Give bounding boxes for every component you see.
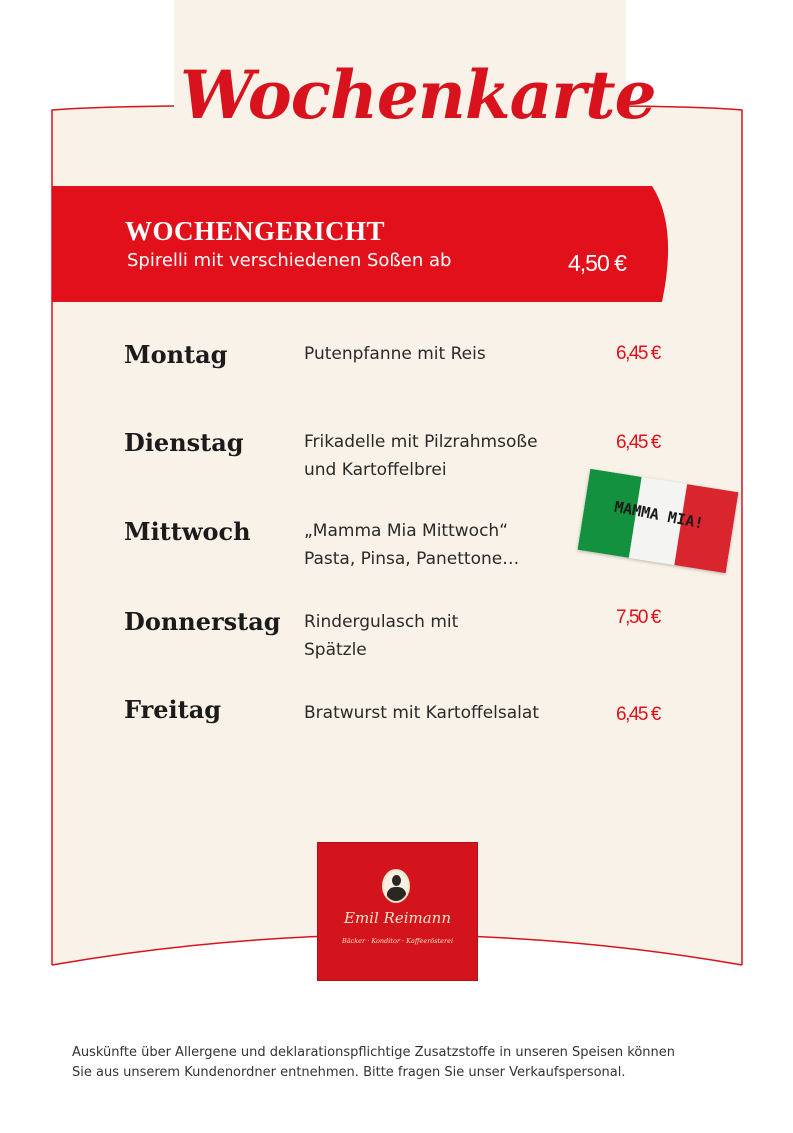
price-thursday: 7,50 € (616, 607, 660, 628)
meal-line: Spätzle (304, 640, 367, 660)
menu-title: Wochenkarte (180, 56, 656, 134)
meal-line: und Kartoffelbrei (304, 460, 447, 480)
meal-line: Putenpfanne mit Reis (304, 344, 486, 364)
day-wednesday: Mittwoch (124, 517, 251, 546)
flag-sticker-text: MAMMA MIA! (612, 497, 705, 533)
footer-line: Auskünfte über Allergene und deklarationspflichtige Zusatzstoffe in unseren Speisen können (72, 1045, 676, 1060)
meal-line: Pasta, Pinsa, Panettone… (304, 549, 520, 569)
meal-line: Frikadelle mit Pilzrahmsoße (304, 432, 538, 452)
meal-line: Rindergulasch mit (304, 612, 459, 632)
price-friday: 6,45 € (616, 704, 660, 725)
meal-thursday (304, 608, 594, 664)
weekly-special-price: 4,50 € (568, 250, 626, 276)
logo-name: Emil Reimann (344, 909, 451, 927)
price-monday: 6,45 € (616, 343, 660, 364)
meal-monday (304, 340, 594, 368)
weekly-special-dish: Spirelli mit verschiedenen Soßen ab (127, 250, 452, 271)
meal-line: Bratwurst mit Kartoffelsalat (304, 703, 539, 723)
logo-tagline: Bäcker · Konditor · Kaffeerösterei (341, 937, 454, 945)
weekly-special-heading: WOCHENGERICHT (125, 216, 386, 246)
day-thursday: Donnerstag (124, 607, 281, 636)
founder-portrait-icon (382, 869, 410, 903)
allergen-notice (72, 1043, 752, 1083)
day-friday: Freitag (124, 695, 222, 724)
meal-friday (304, 699, 594, 727)
price-tuesday: 6,45 € (616, 432, 660, 453)
brand-logo (317, 842, 478, 981)
weekly-special-banner (52, 186, 672, 302)
day-monday: Montag (124, 340, 228, 369)
footer-line: Sie aus unserem Kundenordner entnehmen. Bitte fragen Sie unser Verkaufspersonal. (72, 1065, 626, 1080)
day-tuesday: Dienstag (124, 428, 244, 457)
meal-line: „Mamma Mia Mittwoch“ (304, 521, 508, 541)
meal-wednesday (304, 517, 594, 573)
meal-tuesday (304, 428, 594, 484)
